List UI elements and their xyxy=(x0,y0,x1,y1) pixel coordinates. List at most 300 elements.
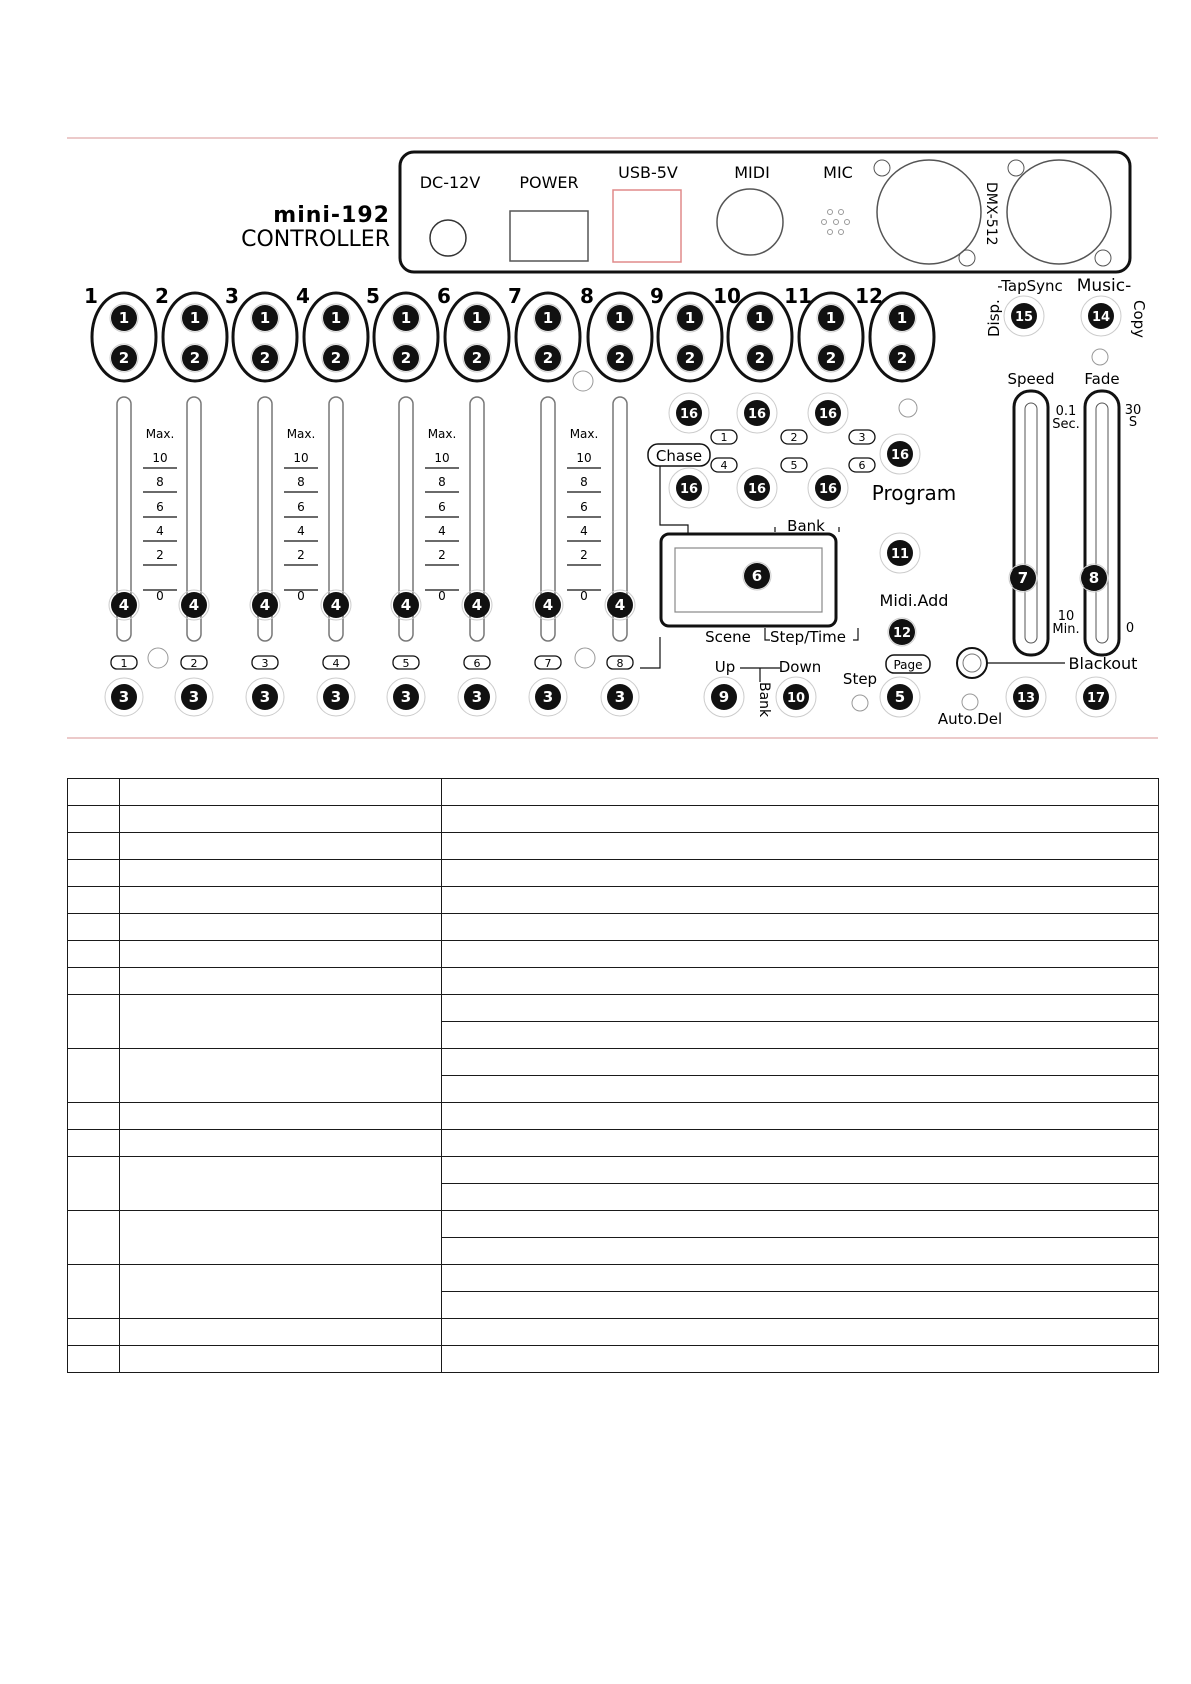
callout-2[interactable] xyxy=(888,344,916,372)
chase-number-4[interactable] xyxy=(711,458,737,472)
table-cell xyxy=(442,1184,1159,1211)
scene-button-3[interactable] xyxy=(246,656,284,716)
table-cell xyxy=(68,860,120,887)
fader-scale-mark: 4 xyxy=(156,524,164,538)
dmx-screw xyxy=(959,250,975,266)
fader-scale-mark: 0 xyxy=(580,589,588,603)
callout-4[interactable] xyxy=(391,590,421,620)
table-cell xyxy=(442,1130,1159,1157)
scene-button-7[interactable] xyxy=(529,656,567,716)
table-row xyxy=(68,1211,1159,1238)
callout-1[interactable] xyxy=(746,304,774,332)
dmx-screw xyxy=(1095,250,1111,266)
callout-1[interactable] xyxy=(251,304,279,332)
callout-number: 2 xyxy=(118,349,130,367)
channel-number: 1 xyxy=(84,284,98,308)
channel-button-9[interactable] xyxy=(658,293,722,381)
bank-vertical-label: Bank xyxy=(756,682,772,718)
table-cell xyxy=(120,1103,442,1130)
channel-fader[interactable] xyxy=(109,397,139,641)
callout-16[interactable] xyxy=(808,393,848,433)
table-cell xyxy=(68,968,120,995)
scene-button-6[interactable] xyxy=(458,656,496,716)
fade-fader-track[interactable] xyxy=(1085,391,1119,655)
callout-number: 7 xyxy=(1017,569,1029,587)
table-cell xyxy=(120,1346,442,1373)
table-cell xyxy=(442,1238,1159,1265)
speed-top-unit: Sec. xyxy=(1052,417,1080,432)
channel-fader[interactable] xyxy=(250,397,280,641)
table-cell xyxy=(442,1346,1159,1373)
usb-label: USB-5V xyxy=(618,163,678,182)
channel-fader[interactable] xyxy=(321,397,351,641)
blackout-led xyxy=(957,648,987,678)
table-cell xyxy=(68,995,120,1049)
channel-button-7[interactable] xyxy=(516,293,580,381)
callout-number: 3 xyxy=(330,688,342,706)
callout-1[interactable] xyxy=(181,304,209,332)
callout-number: 16 xyxy=(818,482,838,497)
table-cell xyxy=(68,1130,120,1157)
callout-number: 1 xyxy=(471,309,483,327)
table-cell xyxy=(120,1049,442,1103)
callout-5[interactable] xyxy=(880,677,920,717)
channel-number: 3 xyxy=(225,284,239,308)
callout-1[interactable] xyxy=(463,304,491,332)
fader-scale-mark: 6 xyxy=(156,500,164,514)
fader-scale-mark: 10 xyxy=(576,451,592,465)
midi-label: MIDI xyxy=(734,163,770,182)
fader-scale-mark: 8 xyxy=(580,475,588,489)
callout-number: 13 xyxy=(1016,691,1036,706)
table-cell xyxy=(442,995,1159,1022)
table-cell xyxy=(68,833,120,860)
callout-number: 2 xyxy=(614,349,626,367)
callout-2[interactable] xyxy=(606,344,634,372)
fade-top-unit: S xyxy=(1128,415,1138,430)
speed-bottom-unit: Min. xyxy=(1052,622,1080,637)
chase-number-1[interactable] xyxy=(711,430,737,444)
channel-fader[interactable] xyxy=(462,397,492,641)
led xyxy=(1092,349,1108,365)
table-cell xyxy=(442,1265,1159,1292)
callout-number: 15 xyxy=(1014,310,1034,325)
table-cell xyxy=(120,1211,442,1265)
callout-number: 1 xyxy=(614,309,626,327)
channel-button-3[interactable] xyxy=(233,293,297,381)
power-switch[interactable] xyxy=(510,211,588,261)
table-cell xyxy=(68,806,120,833)
channel-button-12[interactable] xyxy=(870,293,934,381)
callout-number: 2 xyxy=(400,349,412,367)
table-cell xyxy=(120,1157,442,1211)
scene-button-2[interactable] xyxy=(175,656,213,716)
table-row xyxy=(68,1130,1159,1157)
callout-4[interactable] xyxy=(179,590,209,620)
callout-2[interactable] xyxy=(110,344,138,372)
callout-number: 1 xyxy=(118,309,130,327)
channel-button-4[interactable] xyxy=(304,293,368,381)
callout-number: 12 xyxy=(892,626,912,641)
fader-scale-mark: 4 xyxy=(297,524,305,538)
callout-number: 3 xyxy=(259,688,271,706)
scene-button-8[interactable] xyxy=(601,656,639,716)
callout-2[interactable] xyxy=(251,344,279,372)
callout-number: 16 xyxy=(890,448,910,463)
table-cell xyxy=(120,833,442,860)
callout-10[interactable] xyxy=(776,677,816,717)
channel-number: 8 xyxy=(580,284,594,308)
chase-number-label: 3 xyxy=(858,431,866,444)
callout-number: 4 xyxy=(400,596,412,614)
fader-scale-mark: Max. xyxy=(427,427,457,441)
power-label: POWER xyxy=(519,173,579,192)
step-time-label: Step/Time xyxy=(770,628,846,646)
callout-15[interactable] xyxy=(1004,296,1044,336)
callout-number: 4 xyxy=(330,596,342,614)
channel-fader[interactable] xyxy=(391,397,421,641)
callout-number: 2 xyxy=(754,349,766,367)
callout-11[interactable] xyxy=(880,533,920,573)
fader-scale-mark: 2 xyxy=(156,548,164,562)
callout-4[interactable] xyxy=(533,590,563,620)
callout-3[interactable] xyxy=(317,678,355,716)
channel-fader[interactable] xyxy=(533,397,563,641)
callout-number: 4 xyxy=(259,596,271,614)
fader-scale-mark: 8 xyxy=(156,475,164,489)
callout-number: 2 xyxy=(542,349,554,367)
table-row xyxy=(68,860,1159,887)
scene-button-5[interactable] xyxy=(387,656,425,716)
callout-number: 4 xyxy=(188,596,200,614)
fader-scale-mark: 2 xyxy=(438,548,446,562)
table-cell xyxy=(442,833,1159,860)
callout-3[interactable] xyxy=(387,678,425,716)
usb-port[interactable] xyxy=(613,190,681,262)
callout-16[interactable] xyxy=(669,468,709,508)
callout-3[interactable] xyxy=(246,678,284,716)
up-label: Up xyxy=(714,658,736,676)
table-cell xyxy=(120,968,442,995)
brand-controller: CONTROLLER xyxy=(241,227,390,252)
dmx-port-in[interactable] xyxy=(877,160,981,264)
fader-scale-mark: 0 xyxy=(438,589,446,603)
program-label: Program xyxy=(871,481,957,505)
callout-number: 3 xyxy=(614,688,626,706)
fader-scale-mark: 0 xyxy=(156,589,164,603)
controller-diagram xyxy=(0,0,1191,780)
callout-1[interactable] xyxy=(888,304,916,332)
table-cell xyxy=(68,779,120,806)
speed-fader-slot xyxy=(1025,403,1037,643)
chase-number-5[interactable] xyxy=(781,458,807,472)
callout-4[interactable] xyxy=(605,590,635,620)
scene-number: 4 xyxy=(332,657,340,670)
table-row xyxy=(68,914,1159,941)
callout-2[interactable] xyxy=(817,344,845,372)
fade-fader-slot xyxy=(1096,403,1108,643)
table-cell xyxy=(68,1049,120,1103)
table-cell xyxy=(68,914,120,941)
channel-fader[interactable] xyxy=(605,397,635,641)
scene-number: 1 xyxy=(120,657,128,670)
tapsync-label: -TapSync xyxy=(997,277,1063,295)
callout-16[interactable] xyxy=(737,393,777,433)
dc-label: DC-12V xyxy=(419,173,481,192)
callout-number: 1 xyxy=(825,309,837,327)
callout-3[interactable] xyxy=(458,678,496,716)
callout-8[interactable] xyxy=(1080,564,1108,592)
fade-top-value: 30 xyxy=(1124,403,1142,418)
speed-label: Speed xyxy=(1007,370,1055,388)
callout-1[interactable] xyxy=(322,304,350,332)
display-block xyxy=(640,517,948,668)
callout-number: 2 xyxy=(330,349,342,367)
chase-number-3[interactable] xyxy=(849,430,875,444)
callout-7[interactable] xyxy=(1009,564,1037,592)
callout-16[interactable] xyxy=(880,434,920,474)
callout-number: 3 xyxy=(471,688,483,706)
callout-number: 1 xyxy=(754,309,766,327)
spec-table xyxy=(67,778,1159,1373)
bank-top-label: Bank xyxy=(787,517,825,535)
callout-number: 1 xyxy=(189,309,201,327)
channel-button-5[interactable] xyxy=(374,293,438,381)
callout-16[interactable] xyxy=(669,393,709,433)
table-row xyxy=(68,941,1159,968)
led xyxy=(573,371,593,391)
table-cell xyxy=(68,1346,120,1373)
callout-13[interactable] xyxy=(1006,677,1046,717)
fader-scale-mark: 4 xyxy=(580,524,588,538)
table-cell xyxy=(442,779,1159,806)
callout-number: 3 xyxy=(400,688,412,706)
table-cell xyxy=(68,1103,120,1130)
fader-scale-mark: 8 xyxy=(297,475,305,489)
table-cell xyxy=(442,1292,1159,1319)
table-row xyxy=(68,1103,1159,1130)
channel-number: 5 xyxy=(366,284,380,308)
music-label: Music- xyxy=(1076,276,1132,296)
channel-number: 11 xyxy=(784,284,812,308)
table-cell xyxy=(120,1265,442,1319)
dmx-screw xyxy=(874,160,890,176)
scene-number: 7 xyxy=(544,657,552,670)
table-cell xyxy=(120,860,442,887)
callout-number: 14 xyxy=(1091,310,1111,325)
table-cell xyxy=(442,806,1159,833)
table-row xyxy=(68,1319,1159,1346)
table-cell xyxy=(68,1157,120,1211)
channel-button-11[interactable] xyxy=(799,293,863,381)
table-cell xyxy=(120,941,442,968)
callout-9[interactable] xyxy=(704,677,744,717)
callout-number: 3 xyxy=(118,688,130,706)
callout-14[interactable] xyxy=(1081,296,1121,336)
table-cell xyxy=(120,1130,442,1157)
table-cell xyxy=(442,1157,1159,1184)
table-cell xyxy=(442,1022,1159,1049)
blackout-label: Blackout xyxy=(1068,654,1138,673)
callout-number: 1 xyxy=(330,309,342,327)
callout-number: 16 xyxy=(747,482,767,497)
table-row xyxy=(68,806,1159,833)
speed-top-value: 0.1 xyxy=(1055,404,1077,419)
table-cell xyxy=(68,1319,120,1346)
speed-fader-track[interactable] xyxy=(1014,391,1048,655)
callout-number: 4 xyxy=(542,596,554,614)
callout-1[interactable] xyxy=(606,304,634,332)
callout-number: 4 xyxy=(118,596,130,614)
fader-scale-mark: 6 xyxy=(438,500,446,514)
callout-number: 16 xyxy=(679,407,699,422)
fade-label: Fade xyxy=(1084,370,1120,388)
chase-number-label: 5 xyxy=(790,459,798,472)
callout-1[interactable] xyxy=(534,304,562,332)
table-cell xyxy=(120,806,442,833)
channel-number: 7 xyxy=(508,284,522,308)
speed-bottom-value: 10 xyxy=(1057,609,1075,624)
copy-label: Copy xyxy=(1130,300,1148,339)
callout-3[interactable] xyxy=(529,678,567,716)
callout-number: 3 xyxy=(542,688,554,706)
channel-number: 9 xyxy=(650,284,664,308)
midi-port[interactable] xyxy=(717,189,783,255)
channel-button-1[interactable] xyxy=(92,293,156,381)
callout-4[interactable] xyxy=(462,590,492,620)
callout-4[interactable] xyxy=(250,590,280,620)
channel-number: 6 xyxy=(437,284,451,308)
dmx-screw xyxy=(1008,160,1024,176)
channel-number: 12 xyxy=(855,284,883,308)
dc-jack[interactable] xyxy=(430,220,466,256)
chase-number-labels xyxy=(711,430,875,472)
table-cell xyxy=(68,887,120,914)
fader-scale-mark: 6 xyxy=(297,500,305,514)
callout-2[interactable] xyxy=(463,344,491,372)
callout-3[interactable] xyxy=(175,678,213,716)
callout-number: 2 xyxy=(471,349,483,367)
callout-3[interactable] xyxy=(601,678,639,716)
callout-16[interactable] xyxy=(808,468,848,508)
table-cell xyxy=(68,1265,120,1319)
callout-number: 4 xyxy=(471,596,483,614)
table-cell xyxy=(442,860,1159,887)
callout-number: 1 xyxy=(684,309,696,327)
callout-12[interactable] xyxy=(888,618,916,646)
table-cell xyxy=(120,887,442,914)
table-row xyxy=(68,968,1159,995)
table-row xyxy=(68,995,1159,1022)
scene-buttons xyxy=(105,656,639,716)
callout-6[interactable] xyxy=(743,562,771,590)
table-cell xyxy=(442,1103,1159,1130)
callout-4[interactable] xyxy=(109,590,139,620)
callout-1[interactable] xyxy=(110,304,138,332)
chase-number-label: 1 xyxy=(720,431,728,444)
callout-number: 5 xyxy=(894,688,906,706)
table-cell xyxy=(68,941,120,968)
callout-1[interactable] xyxy=(392,304,420,332)
callout-number: 1 xyxy=(400,309,412,327)
table-row xyxy=(68,887,1159,914)
callout-number: 2 xyxy=(189,349,201,367)
step-label: Step xyxy=(842,670,878,688)
chase-label: Chase xyxy=(655,447,703,465)
callout-number: 2 xyxy=(259,349,271,367)
table-cell xyxy=(442,1211,1159,1238)
channel-button-6[interactable] xyxy=(445,293,509,381)
fader-scale-mark: Max. xyxy=(145,427,175,441)
callout-3[interactable] xyxy=(105,678,143,716)
callout-2[interactable] xyxy=(534,344,562,372)
scene-number: 3 xyxy=(261,657,269,670)
callout-2[interactable] xyxy=(392,344,420,372)
callout-number: 6 xyxy=(751,567,763,585)
channel-button-10[interactable] xyxy=(728,293,792,381)
callout-17[interactable] xyxy=(1076,677,1116,717)
table-cell xyxy=(120,914,442,941)
channel-number: 4 xyxy=(296,284,310,308)
callout-16[interactable] xyxy=(737,468,777,508)
table-row xyxy=(68,1346,1159,1373)
callout-number: 16 xyxy=(747,407,767,422)
callout-number: 2 xyxy=(896,349,908,367)
scene-button-4[interactable] xyxy=(317,656,355,716)
table-row xyxy=(68,833,1159,860)
channel-button-2[interactable] xyxy=(163,293,227,381)
table-row xyxy=(68,1157,1159,1184)
channel-button-8[interactable] xyxy=(588,293,652,381)
table-row xyxy=(68,779,1159,806)
fader-scale-mark: 10 xyxy=(293,451,309,465)
table-row xyxy=(68,1265,1159,1292)
callout-2[interactable] xyxy=(746,344,774,372)
dmx-port-out[interactable] xyxy=(1007,160,1111,264)
callout-number: 16 xyxy=(818,407,838,422)
fader-scale-mark: 2 xyxy=(297,548,305,562)
chase-number-6[interactable] xyxy=(849,458,875,472)
callout-number: 3 xyxy=(188,688,200,706)
led xyxy=(575,648,595,668)
mic-grille xyxy=(822,210,850,235)
callout-1[interactable] xyxy=(817,304,845,332)
fader-scale-mark: 0 xyxy=(297,589,305,603)
callout-2[interactable] xyxy=(676,344,704,372)
scene-number: 6 xyxy=(473,657,481,670)
channel-fader[interactable] xyxy=(179,397,209,641)
page-label: Page xyxy=(893,658,923,672)
callout-number: 1 xyxy=(259,309,271,327)
fader-scale-mark: Max. xyxy=(286,427,316,441)
table-cell xyxy=(442,1319,1159,1346)
callout-2[interactable] xyxy=(181,344,209,372)
table-cell xyxy=(442,914,1159,941)
scene-number: 5 xyxy=(402,657,410,670)
fader-scale-mark: 2 xyxy=(580,548,588,562)
fader-scale-mark: 10 xyxy=(152,451,168,465)
fader-scale-mark: Max. xyxy=(569,427,599,441)
scene-button-1[interactable] xyxy=(105,656,143,716)
callout-1[interactable] xyxy=(676,304,704,332)
callout-number: 4 xyxy=(614,596,626,614)
table-cell xyxy=(442,1049,1159,1076)
callout-4[interactable] xyxy=(321,590,351,620)
callout-2[interactable] xyxy=(322,344,350,372)
mic-label: MIC xyxy=(823,163,853,182)
callout-number: 11 xyxy=(890,547,910,562)
chase-number-2[interactable] xyxy=(781,430,807,444)
